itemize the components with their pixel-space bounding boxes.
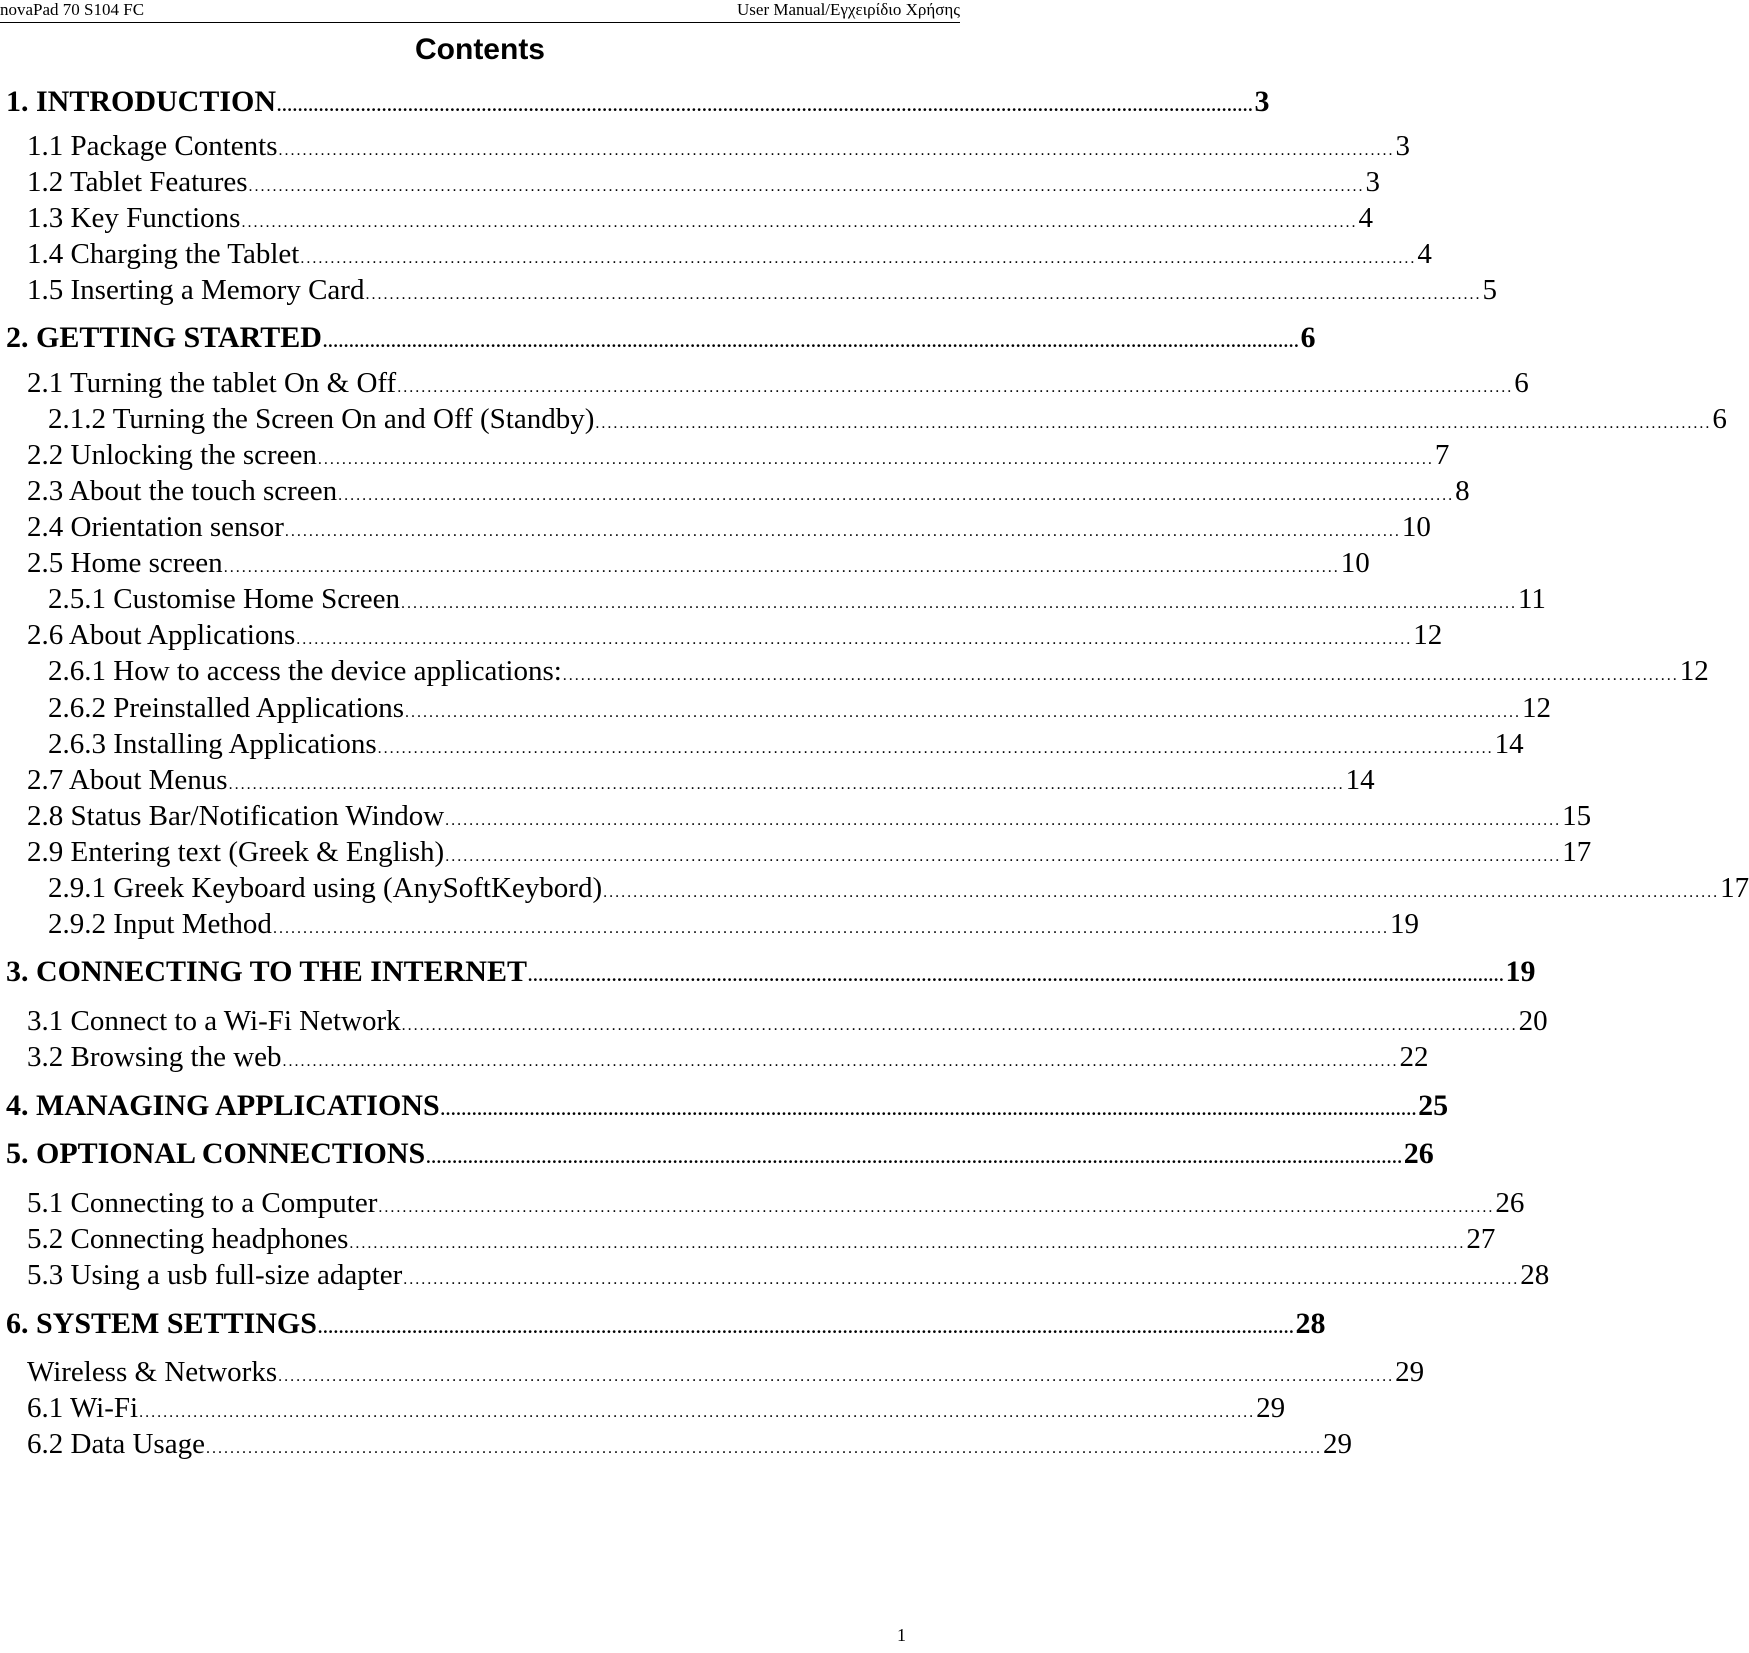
- toc-entry[interactable]: [27, 1185, 1525, 1221]
- toc-entry[interactable]: [27, 762, 1375, 798]
- toc-entry-title: 3.1 Connect to a Wi-Fi Network: [27, 1005, 401, 1037]
- toc-entry-page: 10: [1401, 511, 1431, 543]
- toc-dot-leader: ..........................................................................................................................................................................................: [603, 884, 1720, 901]
- toc-entry-page: 26: [1403, 1137, 1434, 1170]
- toc-entry-title: 6.2 Data Usage: [27, 1428, 205, 1460]
- toc-entry-page: 12: [1413, 619, 1443, 651]
- toc-entry-title: 2.8 Status Bar/Notification Window: [27, 800, 445, 832]
- toc-dot-leader: ..........................................................................................................................................................................................: [223, 559, 1340, 576]
- toc-entry-page: 10: [1340, 547, 1370, 579]
- toc-entry-page: 20: [1518, 1005, 1548, 1037]
- toc-entry-page: 3: [1365, 166, 1381, 198]
- toc-entry-page: 7: [1434, 439, 1450, 471]
- toc-dot-leader: ..........................................................................................................................................................................................: [595, 415, 1712, 432]
- toc-entry-page: 3: [1395, 130, 1410, 162]
- toc-entry-page: 22: [1399, 1041, 1429, 1073]
- toc-entry-title: 2.6.1 How to access the device applications:: [48, 655, 562, 687]
- toc-entry-title: 1.1 Package Contents: [27, 130, 278, 162]
- toc-entry[interactable]: [27, 200, 1373, 236]
- toc-entry[interactable]: [6, 1088, 1449, 1124]
- toc-entry-title: 4. MANAGING APPLICATIONS: [6, 1089, 440, 1122]
- toc-entry-title: 5.1 Connecting to a Computer: [27, 1187, 378, 1219]
- toc-entry[interactable]: [27, 545, 1370, 581]
- toc-dot-leader: ..........................................................................................................................................................................................: [405, 704, 1522, 721]
- toc-entry[interactable]: [48, 581, 1546, 617]
- toc-entry[interactable]: [6, 954, 1536, 990]
- toc-entry-page: 29: [1256, 1392, 1286, 1424]
- toc-entry[interactable]: [6, 320, 1316, 356]
- toc-entry[interactable]: [27, 798, 1592, 834]
- toc-entry[interactable]: [27, 164, 1381, 200]
- toc-entry-title: 5. OPTIONAL CONNECTIONS: [6, 1137, 426, 1170]
- toc-dot-leader: ..........................................................................................................................................................................................: [403, 1271, 1520, 1288]
- toc-entry-page: 4: [1358, 202, 1373, 234]
- toc-dot-leader: ..........................................................................................................................................................................................: [300, 250, 1417, 267]
- toc-entry-page: 28: [1295, 1307, 1326, 1340]
- toc-dot-leader: ..........................................................................................................................................................................................: [440, 1100, 1418, 1119]
- toc-entry-title: 2.2 Unlocking the screen: [27, 439, 317, 471]
- toc-entry[interactable]: [48, 401, 1727, 437]
- toc-entry[interactable]: [27, 1354, 1425, 1390]
- toc-dot-leader: ..........................................................................................................................................................................................: [296, 631, 1413, 648]
- toc-dot-leader: ..........................................................................................................................................................................................: [278, 1368, 1395, 1385]
- toc-entry-title: 2.9.2 Input Method: [48, 908, 272, 940]
- toc-entry[interactable]: [27, 437, 1450, 473]
- toc-entry-title: 2.5.1 Customise Home Screen: [48, 583, 400, 615]
- toc-entry-page: 6: [1300, 321, 1316, 354]
- toc-entry-page: 27: [1466, 1223, 1496, 1255]
- toc-entry-title: 2. GETTING STARTED: [6, 321, 322, 354]
- toc-entry-title: 1.5 Inserting a Memory Card: [27, 274, 365, 306]
- toc-dot-leader: ..........................................................................................................................................................................................: [400, 595, 1517, 612]
- toc-dot-leader: ..........................................................................................................................................................................................: [241, 214, 1358, 231]
- toc-entry-title: 2.5 Home screen: [27, 547, 223, 579]
- toc-entry-title: 6.1 Wi-Fi: [27, 1392, 139, 1424]
- toc-entry-page: 28: [1520, 1259, 1550, 1291]
- toc-entry-title: 6. SYSTEM SETTINGS: [6, 1307, 317, 1340]
- toc-entry[interactable]: [27, 617, 1443, 653]
- toc-entry-page: 6: [1712, 403, 1727, 435]
- toc-entry-page: 14: [1494, 728, 1524, 760]
- toc-dot-leader: ..........................................................................................................................................................................................: [317, 1318, 1295, 1337]
- toc-entry-page: 12: [1522, 692, 1552, 724]
- toc-entry-page: 29: [1395, 1356, 1425, 1388]
- toc-entry-page: 26: [1495, 1187, 1525, 1219]
- toc-entry-title: 1.4 Charging the Tablet: [27, 238, 300, 270]
- toc-dot-leader: ..........................................................................................................................................................................................: [378, 1199, 1495, 1216]
- toc-dot-leader: ..........................................................................................................................................................................................: [377, 740, 1494, 757]
- toc-entry-title: 1. INTRODUCTION: [6, 85, 277, 118]
- toc-entry-title: 1.2 Tablet Features: [27, 166, 248, 198]
- toc-dot-leader: ..........................................................................................................................................................................................: [139, 1404, 1256, 1421]
- toc-entry-title: 2.6.3 Installing Applications: [48, 728, 377, 760]
- toc-entry-page: 12: [1679, 655, 1709, 687]
- toc-dot-leader: ..........................................................................................................................................................................................: [277, 96, 1254, 115]
- toc-entry[interactable]: [27, 834, 1592, 870]
- toc-entry[interactable]: [27, 509, 1431, 545]
- toc-entry[interactable]: [27, 1003, 1548, 1039]
- toc-dot-leader: ..........................................................................................................................................................................................: [445, 848, 1562, 865]
- header-right: User Manual/Εγχειρίδιο Χρήσης: [737, 0, 960, 19]
- toc-entry[interactable]: [6, 1136, 1434, 1172]
- toc-entry[interactable]: [48, 906, 1419, 942]
- toc-dot-leader: ..........................................................................................................................................................................................: [397, 379, 1514, 396]
- toc-entry-title: 2.1 Turning the tablet On & Off: [27, 367, 397, 399]
- page-title: Contents: [415, 33, 545, 66]
- toc-entry[interactable]: [48, 690, 1552, 726]
- toc-entry[interactable]: [6, 84, 1270, 120]
- toc-entry-page: 5: [1482, 274, 1497, 306]
- toc-entry-title: 2.4 Orientation sensor: [27, 511, 284, 543]
- toc-dot-leader: ..........................................................................................................................................................................................: [272, 920, 1389, 937]
- toc-entry-title: Wireless & Networks: [27, 1356, 278, 1388]
- toc-entry[interactable]: [27, 1390, 1286, 1426]
- page-number: 1: [897, 1625, 906, 1645]
- toc-dot-leader: ..........................................................................................................................................................................................: [284, 523, 1401, 540]
- toc-entry-page: 15: [1562, 800, 1592, 832]
- toc-dot-leader: ..........................................................................................................................................................................................: [401, 1017, 1518, 1034]
- toc-entry-page: 11: [1517, 583, 1546, 615]
- toc-entry[interactable]: [27, 1426, 1352, 1462]
- toc-entry-page: 25: [1418, 1089, 1449, 1122]
- toc-dot-leader: ..........................................................................................................................................................................................: [338, 487, 1455, 504]
- toc-entry-title: 1.3 Key Functions: [27, 202, 241, 234]
- toc-entry[interactable]: [27, 365, 1529, 401]
- toc-entry[interactable]: [27, 236, 1432, 272]
- toc-entry-title: 2.1.2 Turning the Screen On and Off (Standby): [48, 403, 595, 435]
- toc-entry-title: 5.3 Using a usb full-size adapter: [27, 1259, 403, 1291]
- toc-entry-page: 3: [1254, 85, 1270, 118]
- toc-dot-leader: ..........................................................................................................................................................................................: [426, 1148, 1403, 1167]
- toc-entry[interactable]: [48, 870, 1749, 906]
- toc-entry[interactable]: [27, 473, 1470, 509]
- toc-dot-leader: ..........................................................................................................................................................................................: [445, 812, 1562, 829]
- toc-entry-title: 3.2 Browsing the web: [27, 1041, 282, 1073]
- toc-entry-title: 2.9 Entering text (Greek & English): [27, 836, 445, 868]
- toc-entry-page: 6: [1514, 367, 1529, 399]
- toc-entry-title: 2.9.1 Greek Keyboard using (AnySoftKeybord): [48, 872, 603, 904]
- toc-entry-page: 19: [1505, 955, 1536, 988]
- toc-entry-title: 2.3 About the touch screen: [27, 475, 338, 507]
- toc-entry-page: 14: [1345, 764, 1375, 796]
- toc-entry-title: 5.2 Connecting headphones: [27, 1223, 349, 1255]
- toc-dot-leader: ..........................................................................................................................................................................................: [228, 776, 1345, 793]
- toc-dot-leader: ..........................................................................................................................................................................................: [349, 1235, 1466, 1252]
- toc-entry[interactable]: [27, 1039, 1429, 1075]
- toc-entry[interactable]: [48, 726, 1524, 762]
- toc-entry-title: 2.6.2 Preinstalled Applications: [48, 692, 405, 724]
- toc-dot-leader: ..........................................................................................................................................................................................: [282, 1053, 1399, 1070]
- toc-entry-page: 17: [1720, 872, 1749, 904]
- toc-entry[interactable]: [6, 1306, 1326, 1342]
- toc-entry[interactable]: [27, 272, 1497, 308]
- toc-entry[interactable]: [27, 1221, 1496, 1257]
- toc-entry[interactable]: [27, 1257, 1550, 1293]
- toc-entry-page: 19: [1389, 908, 1419, 940]
- toc-dot-leader: ..........................................................................................................................................................................................: [248, 178, 1365, 195]
- toc-dot-leader: ..........................................................................................................................................................................................: [278, 142, 1395, 159]
- toc-dot-leader: ..........................................................................................................................................................................................: [205, 1440, 1322, 1457]
- toc-dot-leader: ..........................................................................................................................................................................................: [365, 286, 1482, 303]
- toc-dot-leader: ..........................................................................................................................................................................................: [322, 332, 1300, 351]
- toc-entry[interactable]: [48, 653, 1709, 689]
- toc-dot-leader: ..........................................................................................................................................................................................: [317, 451, 1434, 468]
- toc-dot-leader: ..........................................................................................................................................................................................: [527, 966, 1505, 985]
- toc-entry[interactable]: [27, 128, 1410, 164]
- toc-entry-title: 2.6 About Applications: [27, 619, 296, 651]
- toc-entry-page: 29: [1322, 1428, 1352, 1460]
- toc-dot-leader: ..........................................................................................................................................................................................: [562, 667, 1679, 684]
- toc-entry-title: 2.7 About Menus: [27, 764, 228, 796]
- toc-entry-page: 17: [1562, 836, 1592, 868]
- toc-entry-page: 8: [1455, 475, 1470, 507]
- header-left: novaPad 70 S104 FC: [0, 0, 145, 19]
- toc-entry-page: 4: [1417, 238, 1432, 270]
- toc-entry-title: 3. CONNECTING TO THE INTERNET: [6, 955, 527, 988]
